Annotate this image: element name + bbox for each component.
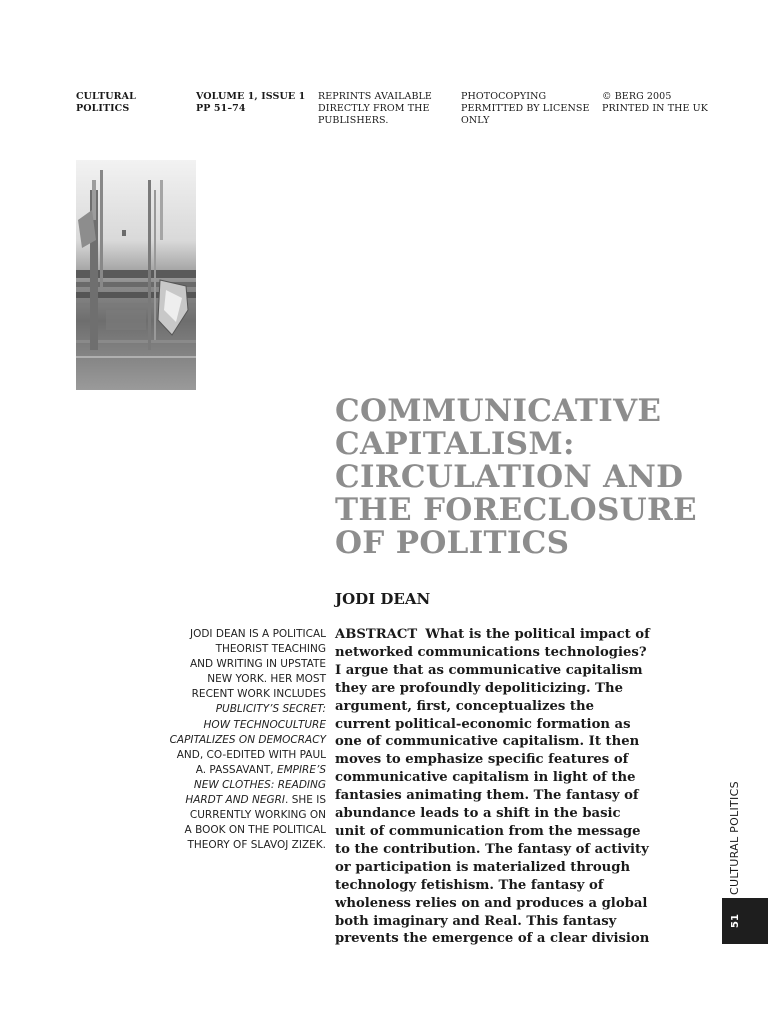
- abstract-line: wholeness relies on and produces a global: [335, 895, 648, 911]
- bio-line: AND WRITING IN UPSTATE: [189, 658, 326, 671]
- abstract-line: communicative capitalism in light of the: [335, 770, 636, 786]
- title-line-2: CAPITALISM:: [335, 426, 575, 462]
- title-line-5: OF POLITICS: [335, 525, 570, 561]
- abstract-first-line: [335, 626, 665, 644]
- photocopy-line-1: PHOTOCOPYING: [461, 91, 547, 102]
- title-line-1: COMMUNICATIVE: [335, 393, 662, 429]
- copyright-line: © BERG 2005: [602, 91, 672, 102]
- abstract-line: prevents the emergence of a clear division: [335, 931, 650, 947]
- copyright-note: [602, 91, 722, 115]
- abstract-line: networked communications technologies?: [335, 644, 647, 660]
- book-title-part: PUBLICITY’S SECRET:: [215, 703, 326, 716]
- book-title-part: NEW CLOTHES: READING: [193, 778, 326, 791]
- abstract-line: to the contribution. The fantasy of activity: [335, 841, 649, 857]
- abstract-line: argument, first, conceptualizes the: [335, 698, 595, 714]
- page-range: PP 51–74: [196, 103, 246, 114]
- abstract-line: I argue that as communicative capitalism: [335, 662, 643, 678]
- bio-line-italic: [150, 718, 326, 733]
- section-name: CULTURAL POLITICS: [728, 781, 741, 895]
- reprints-line-1: REPRINTS AVAILABLE: [318, 91, 432, 102]
- photocopy-line-2: PERMITTED BY LICENSE: [461, 103, 590, 114]
- author-bio: [150, 627, 326, 853]
- reprints-line-3: PUBLISHERS.: [318, 115, 389, 126]
- bio-line: CURRENTLY WORKING ON: [189, 809, 326, 822]
- photocopy-line-3: ONLY: [461, 115, 490, 126]
- abstract-line: fantasies animating them. The fantasy of: [335, 788, 639, 804]
- author-name: JODI DEAN: [335, 590, 431, 608]
- bio-line-italic: [150, 778, 326, 793]
- bio-line-mixed: [150, 763, 326, 778]
- running-section-label: [727, 770, 745, 895]
- abstract-city-illustration: [76, 160, 196, 390]
- title-line-4: THE FORECLOSURE: [335, 492, 697, 528]
- page-number: 51: [730, 914, 741, 928]
- bio-line: NEW YORK. HER MOST: [207, 673, 326, 686]
- abstract-text: What is the political impact of: [425, 627, 650, 642]
- printed-line: PRINTED IN THE UK: [602, 103, 708, 114]
- bio-line: A BOOK ON THE POLITICAL: [184, 824, 326, 837]
- bio-line-mixed: [150, 793, 326, 808]
- bio-line-italic: [150, 702, 326, 717]
- bio-line-italic: [150, 733, 326, 748]
- title-line-3: CIRCULATION AND: [335, 459, 684, 495]
- bio-line: RECENT WORK INCLUDES: [191, 688, 326, 701]
- bio-line: JODI DEAN IS A POLITICAL: [189, 628, 326, 640]
- page-number-tab: [722, 898, 768, 944]
- abstract-block: [335, 626, 665, 948]
- abstract-line: both imaginary and Real. This fantasy: [335, 913, 617, 929]
- abstract-line: they are profoundly depoliticizing. The: [335, 680, 623, 696]
- bio-text: A. PASSAVANT,: [195, 763, 277, 776]
- book-title-part: HARDT AND NEGRI: [185, 794, 286, 807]
- reprints-line-2: DIRECTLY FROM THE: [318, 103, 430, 114]
- abstract-line: one of communicative capitalism. It then: [335, 734, 640, 750]
- abstract-line: or participation is materialized through: [335, 859, 631, 875]
- volume-info: [196, 91, 306, 115]
- article-title: [335, 395, 735, 560]
- abstract-line: current political-economic formation as: [335, 716, 631, 732]
- abstract-line: unit of communication from the message: [335, 823, 641, 839]
- book-title-part: HOW TECHNOCULTURE: [203, 718, 326, 731]
- book-title-part: CAPITALIZES ON DEMOCRACY: [169, 733, 326, 746]
- cover-artwork: [76, 160, 196, 390]
- abstract-line: technology fetishism. The fantasy of: [335, 877, 604, 893]
- abstract-line: moves to emphasize specific features of: [335, 752, 629, 768]
- abstract-line: abundance leads to a shift in the basic: [335, 806, 621, 822]
- bio-line: THEORIST TEACHING: [215, 643, 326, 656]
- book-title-part: EMPIRE’S: [276, 763, 326, 776]
- bio-line: AND, CO-EDITED WITH PAUL: [176, 748, 326, 761]
- bio-line: THEORY OF SLAVOJ ZIZEK.: [187, 839, 326, 852]
- volume-issue: VOLUME 1, ISSUE 1: [196, 91, 306, 102]
- abstract-label: ABSTRACT: [335, 627, 418, 642]
- journal-title: CULTURAL POLITICS: [76, 91, 136, 114]
- bio-text: . SHE IS: [285, 794, 326, 807]
- photocopy-note: [461, 91, 591, 127]
- journal-name: [76, 91, 188, 115]
- reprints-note: [318, 91, 448, 127]
